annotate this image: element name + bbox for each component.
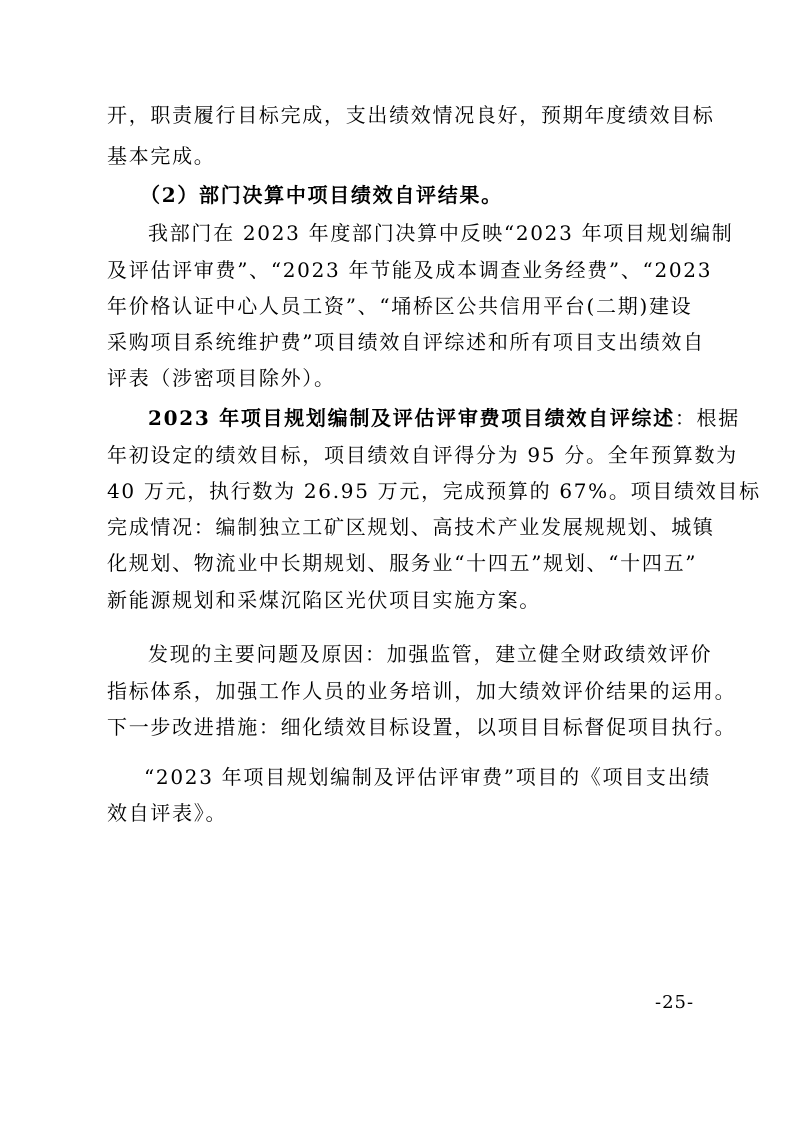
section-heading: （2）部门决算中项目绩效自评结果。 — [140, 183, 503, 207]
paragraph-3-line-1-rest: ：根据 — [674, 406, 740, 430]
paragraph-2-line-2: 及评估评审费”、“2023 年节能及成本调查业务经费”、“2023 — [107, 258, 713, 282]
paragraph-3-line-5: 化规划、物流业中长期规划、服务业“十四五”规划、“十四五” — [107, 551, 698, 575]
paragraph-3-line-3: 40 万元，执行数为 26.95 万元，完成预算的 67%。项目绩效目标 — [107, 479, 761, 503]
page-number: -25- — [655, 992, 695, 1013]
paragraph-4-line-1: 发现的主要问题及原因：加强监管，建立健全财政绩效评价 — [148, 642, 713, 666]
paragraph-4-line-2: 指标体系，加强工作人员的业务培训，加大绩效评价结果的运用。 — [107, 679, 737, 703]
paragraph-5-line-2: 效自评表》。 — [107, 801, 228, 825]
paragraph-2-line-5: 评表（涉密项目除外）。 — [107, 366, 336, 390]
paragraph-1-line-2: 基本完成。 — [107, 144, 216, 168]
paragraph-4-line-3: 下一步改进措施：细化绩效目标设置，以项目目标督促项目执行。 — [107, 715, 737, 739]
paragraph-1-line-1: 开，职责履行目标完成，支出绩效情况良好，预期年度绩效目标 — [107, 103, 715, 127]
paragraph-3-line-1 — [148, 403, 740, 433]
paragraph-2-line-1: 我部门在 2023 年度部门决算中反映“2023 年项目规划编制 — [148, 221, 734, 245]
paragraph-3-line-4: 完成情况：编制独立工矿区规划、高技术产业发展规规划、城镇 — [107, 515, 715, 539]
paragraph-5-line-1: “2023 年项目规划编制及评估评审费”项目的《项目支出绩 — [144, 765, 712, 789]
paragraph-2-line-3: 年价格认证中心人员工资”、“埇桥区公共信用平台(二期)建设 — [107, 294, 693, 318]
paragraph-3-lead: 2023 年项目规划编制及评估评审费项目绩效自评综述 — [148, 406, 675, 430]
paragraph-3-line-2: 年初设定的绩效目标，项目绩效自评得分为 95 分。全年预算数为 — [107, 443, 738, 467]
paragraph-3-line-6: 新能源规划和采煤沉陷区光伏项目实施方案。 — [107, 588, 541, 612]
paragraph-2-line-4: 采购项目系统维护费”项目绩效自评综述和所有项目支出绩效自 — [107, 330, 705, 354]
